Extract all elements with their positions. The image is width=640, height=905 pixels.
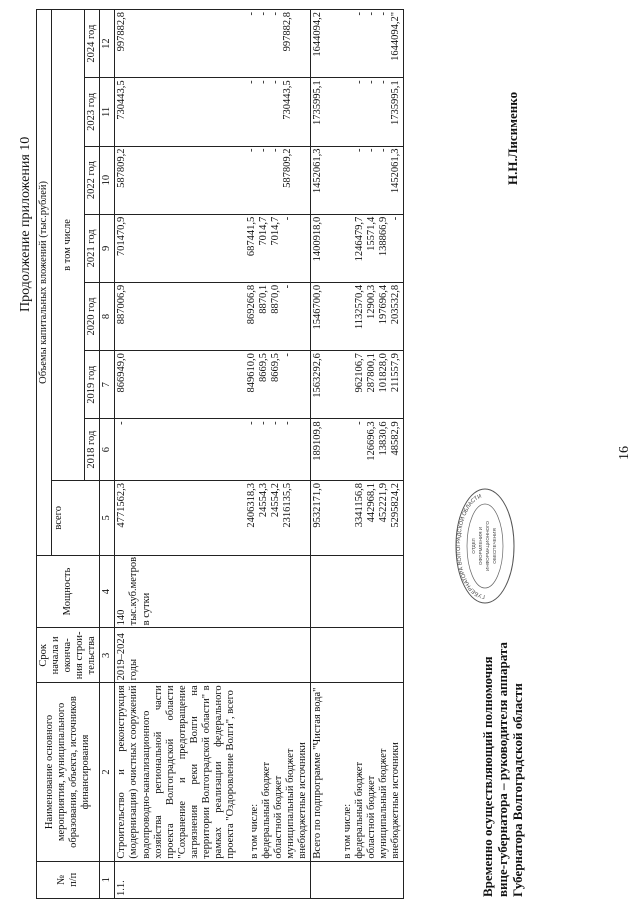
value: -	[246, 421, 258, 425]
value-main: 997882,8	[116, 12, 128, 52]
value: -	[270, 148, 282, 153]
value: -	[378, 148, 390, 153]
value-main: 4771562,3	[116, 482, 128, 528]
value: -	[366, 12, 378, 16]
value-main: 701470,9	[116, 216, 128, 257]
source-label: муниципальный бюджет	[378, 748, 390, 859]
value: -	[258, 80, 270, 84]
header-capacity: Мощность	[37, 555, 100, 628]
official-seal	[455, 487, 515, 605]
value-main: 1563292,6	[312, 353, 323, 398]
value: -	[366, 148, 378, 153]
total-name	[311, 683, 404, 861]
value-cell	[311, 282, 404, 350]
value: 1735995,1	[390, 80, 402, 125]
value: 48582,9	[390, 421, 402, 456]
header-including: в том числе	[52, 10, 85, 481]
source-label: областной бюджет	[366, 775, 378, 859]
project-name-text: Строительство и реконструкция (модернизация) очистных сооружений водопроводно-канализационного хозяйства региональной части проекта Волгоградской области "Сохранение и предотвращение загрязнения реки Волги на территории Волгоградской области" в рамках реализации федерального проекта "Оздоровление Волги", всего	[116, 685, 236, 859]
source-label: внебюджетные источники	[297, 742, 308, 859]
header-year: 2024 год	[85, 10, 100, 78]
column-number: 3	[100, 628, 115, 683]
column-number: 7	[100, 351, 115, 419]
value: 1452061,3	[390, 148, 402, 194]
capacity: 140 тыс.куб.метров в сутки	[115, 555, 311, 628]
value: 8870,0	[270, 284, 282, 314]
value: 203532,8	[390, 284, 402, 325]
value: 101828,0	[378, 353, 390, 393]
header-total: всего	[52, 480, 100, 555]
value: -	[390, 216, 402, 221]
seal-inner-line: ОТДЕЛ	[471, 538, 476, 554]
value: -	[258, 421, 270, 425]
value: 138866,9	[378, 216, 390, 257]
including-label: в том числе:	[249, 803, 260, 859]
value: -	[282, 216, 294, 221]
column-number: 9	[100, 214, 115, 282]
value: 1246479,7	[354, 216, 366, 262]
header-year: 2023 год	[85, 78, 100, 146]
seal-inner-line: ОФОРМЛЕНИЯ И	[478, 526, 483, 566]
value: -	[246, 148, 258, 153]
value-cell	[115, 10, 311, 78]
total-name-text: Всего по подпрограмме "Чистая вода"	[312, 687, 323, 859]
value: 8870,1	[258, 284, 270, 314]
column-number-row	[100, 10, 115, 899]
value-cell	[115, 419, 311, 481]
value: 997882,8	[282, 12, 294, 52]
value: 687441,5	[246, 216, 258, 257]
value: 1132570,4	[354, 284, 366, 330]
value-cell	[115, 214, 311, 282]
source-label: федеральный бюджет	[261, 761, 272, 859]
value: 211557,9	[390, 353, 402, 393]
column-number: 2	[100, 683, 115, 861]
value: 1644094,2"	[390, 12, 402, 61]
value: -	[246, 80, 258, 84]
value: 962106,7	[354, 353, 366, 393]
value-cell	[311, 419, 404, 481]
value-cell	[115, 480, 311, 555]
value-main: -	[116, 421, 128, 425]
column-number: 10	[100, 146, 115, 214]
header-volumes: Объемы капитальных вложений (тыс.рублей)	[37, 10, 52, 556]
seal-inner-line: ИНФОРМАЦИОННОГО	[485, 521, 490, 571]
value: 849610,0	[246, 353, 258, 393]
value: -	[258, 12, 270, 16]
value: -	[282, 284, 294, 289]
column-number: 4	[100, 555, 115, 628]
seal-outer-text: ГУБЕРНАТОРА ВОЛГОГРАДСКОЙ ОБЛАСТИ	[455, 493, 486, 600]
page-number: 16	[617, 446, 632, 460]
value: -	[282, 421, 294, 425]
value: -	[366, 80, 378, 84]
value: -	[282, 353, 294, 357]
value-main: 1644094,2	[312, 12, 323, 57]
header-row-1	[37, 10, 52, 899]
table-row-project	[115, 10, 311, 899]
table-row-total	[311, 10, 404, 899]
value: 15571,4	[366, 216, 378, 251]
signature-line: Губернатора Волгоградской области	[510, 683, 525, 897]
header-term: Срок начала и оконча-ния строи-тельства	[37, 628, 100, 683]
header-year: 2022 год	[85, 146, 100, 214]
signature-line: Временно осуществляющий полномочия	[480, 656, 495, 897]
value-main: 1735995,1	[312, 80, 323, 125]
header-name: Наименование основного мероприятия, муниципального образования, объекта, источников финансирования	[37, 683, 100, 861]
source-label: областной бюджет	[273, 775, 284, 859]
value: 7014,7	[258, 216, 270, 246]
continuation-caption: Продолжение приложения 10	[18, 136, 33, 312]
header-year: 2019 год	[85, 351, 100, 419]
value: -	[246, 12, 258, 16]
value: -	[270, 80, 282, 84]
header-year: 2021 год	[85, 214, 100, 282]
value-main: 1452061,3	[312, 148, 323, 194]
value: 3341156,8	[354, 482, 366, 528]
investment-table	[36, 9, 404, 899]
source-label: внебюджетные источники	[390, 742, 402, 859]
value-cell	[311, 78, 404, 146]
column-number: 12	[100, 10, 115, 78]
project-name	[115, 683, 311, 861]
construction-term: 2019–2024 годы	[115, 628, 311, 683]
value: 8669,5	[258, 353, 270, 382]
value-main: 9532171,0	[312, 482, 323, 528]
value: -	[378, 80, 390, 84]
value: 2406318,3	[246, 482, 258, 528]
seal-inner-line: ОБЕСПЕЧЕНИЯ	[492, 528, 497, 564]
value: 7014,7	[270, 216, 282, 246]
value-main: 887006,9	[116, 284, 128, 325]
column-number: 8	[100, 282, 115, 350]
value-cell	[115, 282, 311, 350]
value: 869266,8	[246, 284, 258, 325]
column-number: 5	[100, 480, 115, 555]
including-label: в том числе:	[342, 803, 354, 859]
header-year: 2020 год	[85, 282, 100, 350]
header-year: 2018 год	[85, 419, 100, 481]
value: -	[354, 421, 366, 425]
column-number: 6	[100, 419, 115, 481]
value: -	[270, 421, 282, 425]
value: 197696,4	[378, 284, 390, 325]
value-cell	[311, 214, 404, 282]
column-number: 1	[100, 861, 115, 898]
header-num: № п/п	[37, 861, 100, 898]
signature-block	[480, 377, 525, 897]
value-main: 587809,2	[116, 148, 128, 188]
signature-line: вице-губернатора – руководителя аппарата	[495, 642, 510, 897]
row-number: 1.1.	[115, 861, 311, 898]
value: 24554,3	[258, 482, 270, 518]
value-main: 189109,8	[312, 421, 323, 461]
source-label: муниципальный бюджет	[285, 748, 296, 859]
value-main: 1546700,0	[312, 284, 323, 330]
value-cell	[311, 351, 404, 419]
value: 442968,1	[366, 482, 378, 523]
value-main: 1400918,0	[312, 216, 323, 262]
value: 452221,9	[378, 482, 390, 523]
value: 126696,3	[366, 421, 378, 461]
value-cell	[115, 78, 311, 146]
value: -	[258, 148, 270, 153]
value: 13830,6	[378, 421, 390, 456]
value: 587809,2	[282, 148, 294, 188]
value-cell	[311, 480, 404, 555]
value-cell	[115, 146, 311, 214]
value: 24554,2	[270, 482, 282, 518]
value-main: 866949,0	[116, 353, 128, 393]
source-label: федеральный бюджет	[354, 761, 366, 859]
value: 287800,1	[366, 353, 378, 393]
value: 730443,5	[282, 80, 294, 120]
value-main: 730443,5	[116, 80, 128, 120]
signatory-name: Н.Н.Лисименко	[505, 91, 520, 185]
value: -	[354, 80, 366, 84]
column-number: 11	[100, 78, 115, 146]
value-cell	[115, 351, 311, 419]
value-cell	[311, 146, 404, 214]
value: -	[354, 148, 366, 153]
value: -	[378, 12, 390, 16]
value: 2316135,5	[282, 482, 294, 528]
value: 5295824,2	[390, 482, 402, 528]
value: 8669,5	[270, 353, 282, 382]
value: -	[354, 12, 366, 16]
value: -	[270, 12, 282, 16]
value-cell	[311, 10, 404, 78]
value: 12900,3	[366, 284, 378, 320]
